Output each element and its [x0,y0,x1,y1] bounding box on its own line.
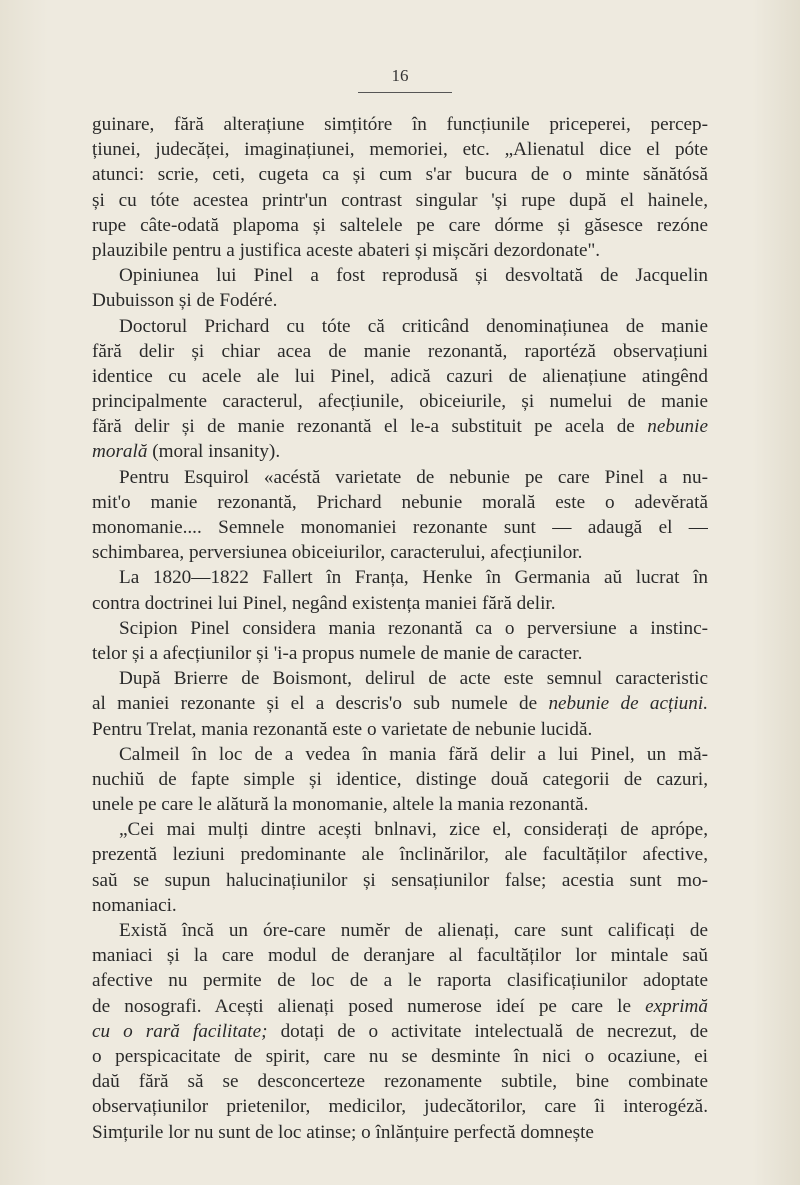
text-line [92,565,708,590]
line-text: rupe câte-odată plapoma și saltelele pe care dórme și găsesce rezóne [92,214,708,236]
text-line [92,666,708,691]
text-line [92,616,708,641]
body-text [92,112,708,1145]
text-line [92,288,708,313]
text-line [92,213,708,238]
line-text: La 1820—1822 Fallert în Franța, Henke în Germania aŭ lucrat în [119,567,708,589]
line-text: plauzibile pentru a justifica aceste abateri și mișcări dezordonate". [92,239,601,261]
text-line [92,994,708,1019]
italic-phrase: morală [92,441,148,463]
text-line [92,389,708,414]
text-line [92,717,708,742]
text-line [92,414,708,439]
line-text: (moral insanity). [147,441,281,463]
text-line [92,641,708,666]
line-text: al maniei rezonante și el a descris'o sub numele de [92,693,549,715]
text-line [92,767,708,792]
text-line [92,364,708,389]
text-line [92,515,708,540]
line-text: Pentru Trelat, mania rezonantă este o varietate de nebunie lucidă. [92,718,593,740]
line-text: Opiniunea lui Pinel a fost reprodusă și desvoltată de Jacquelin [119,265,708,287]
line-text: schimbarea, perversiunea obiceiurilor, caracterului, afecțiunilor. [92,542,583,564]
text-line [92,1044,708,1069]
text-line [92,339,708,364]
line-text: dotați de o activitate intelectuală de necrezut, de [267,1020,708,1042]
text-line [92,1019,708,1044]
text-line [92,490,708,515]
text-line [92,893,708,918]
text-line [92,1094,708,1119]
line-text: prezentă leziuni predominante ale înclinărilor, ale facultăților afective, [92,844,708,866]
text-line [92,112,708,137]
line-text: Simțurile lor nu sunt de loc atinse; o înlănțuire perfectă domnește [92,1121,594,1143]
text-line [92,918,708,943]
line-text: unele pe care le alătură la monomanie, altele la mania rezonantă. [92,794,589,816]
text-line [92,137,708,162]
text-line [92,188,708,213]
line-text: identice cu acele ale lui Pinel, adică cazuri de alienațiune atingênd [92,365,708,387]
text-line [92,540,708,565]
text-line [92,943,708,968]
line-text: țiunei, judecăței, imaginațiunei, memoriei, etc. „Alienatul dice el póte [92,139,708,161]
line-text: nuchiŭ de fapte simple și identice, distinge două categorii de cazuri, [92,768,708,790]
line-text: Scipion Pinel considera mania rezonantă ca o perversiune a instinc- [119,617,708,639]
page-number: 16 [391,66,409,85]
text-line [92,868,708,893]
line-text: Doctorul Prichard cu tóte că criticând denominațiunea de manie [119,315,708,337]
text-line [92,842,708,867]
text-line [92,817,708,842]
line-text: „Cei mai mulți dintre acești bnlnavi, zice el, considerați de aprópe, [119,819,708,841]
text-line [92,465,708,490]
line-text: Pentru Esquirol «acéstă varietate de nebunie pe care Pinel a nu- [119,466,708,488]
line-text: monomanie.... Semnele monomaniei rezonante sunt — adaugă el — [92,517,708,538]
italic-phrase: cu o rară facilitate; [92,1020,268,1042]
line-text: nomaniaci. [92,894,177,916]
line-text: Calmeil în loc de a vedea în mania fără delir a lui Pinel, un mă- [119,743,708,765]
text-line [92,1069,708,1094]
text-line [92,691,708,716]
text-line [92,439,708,464]
line-text: maniaci și la care modul de deranjare al facultăților lor mintale saŭ [92,945,708,967]
text-line [92,742,708,767]
text-line [92,314,708,339]
line-text: fără delir și chiar acea de manie rezonantă, raportéză observațiuni [92,340,708,362]
header-rule [358,92,452,93]
line-text: După Brierre de Boismont, delirul de acte este semnul caracteristic [119,668,708,690]
line-text: de nosografi. Acești alienați posed numerose ideí pe care le [92,995,646,1017]
text-line [92,1120,708,1145]
line-text: afective nu permite de loc de a le raporta clasificațiunilor adoptate [92,970,708,992]
line-text: fără delir și de manie rezonantă el le-a substituit pe acela de [92,416,648,438]
line-text: daŭ fără să se desconcerteze rezonamente subtile, bine combinate [92,1071,708,1093]
text-line [92,792,708,817]
line-text: principalmente caracterul, afecțiunile, obiceiurile, și numelui de manie [92,391,708,413]
line-text: și cu tóte acestea printr'un contrast singular 'și rupe după el hainele, [92,189,708,211]
line-text: telor și a afecțiunilor și 'i-a propus numele de manie de caracter. [92,642,583,664]
italic-phrase: exprimă [645,995,708,1017]
line-text: atunci: scrie, ceti, cugeta ca și cum s'ar bucura de o minte sănătósă [92,164,708,186]
line-text: observațiunilor prietenilor, medicilor, judecătorilor, care îi interogéză. [92,1096,708,1118]
line-text: mit'o manie rezonantă, Prichard nebunie morală este o adevĕrată [92,491,708,513]
line-text: saŭ se supun halucinațiunilor și sensațiunilor false; acestia sunt mo- [92,869,708,891]
line-text: Dubuisson și de Fodéré. [92,290,278,312]
text-line [92,968,708,993]
italic-phrase: nebunie de acțiuni. [548,693,708,715]
text-line [92,591,708,616]
line-text: contra doctrinei lui Pinel, negând existența maniei fără delir. [92,592,556,614]
text-line [92,263,708,288]
line-text: Există încă un óre-care numĕr de alienați, care sunt calificați de [119,920,708,941]
line-text: guinare, fără alterațiune simțitóre în funcțiunile priceperei, percep- [92,114,708,135]
text-line [92,162,708,187]
text-line [92,238,708,263]
line-text: o perspicacitate de spirit, care nu se desminte în nici o ocaziune, ei [92,1045,708,1067]
italic-phrase: nebunie [647,416,708,438]
